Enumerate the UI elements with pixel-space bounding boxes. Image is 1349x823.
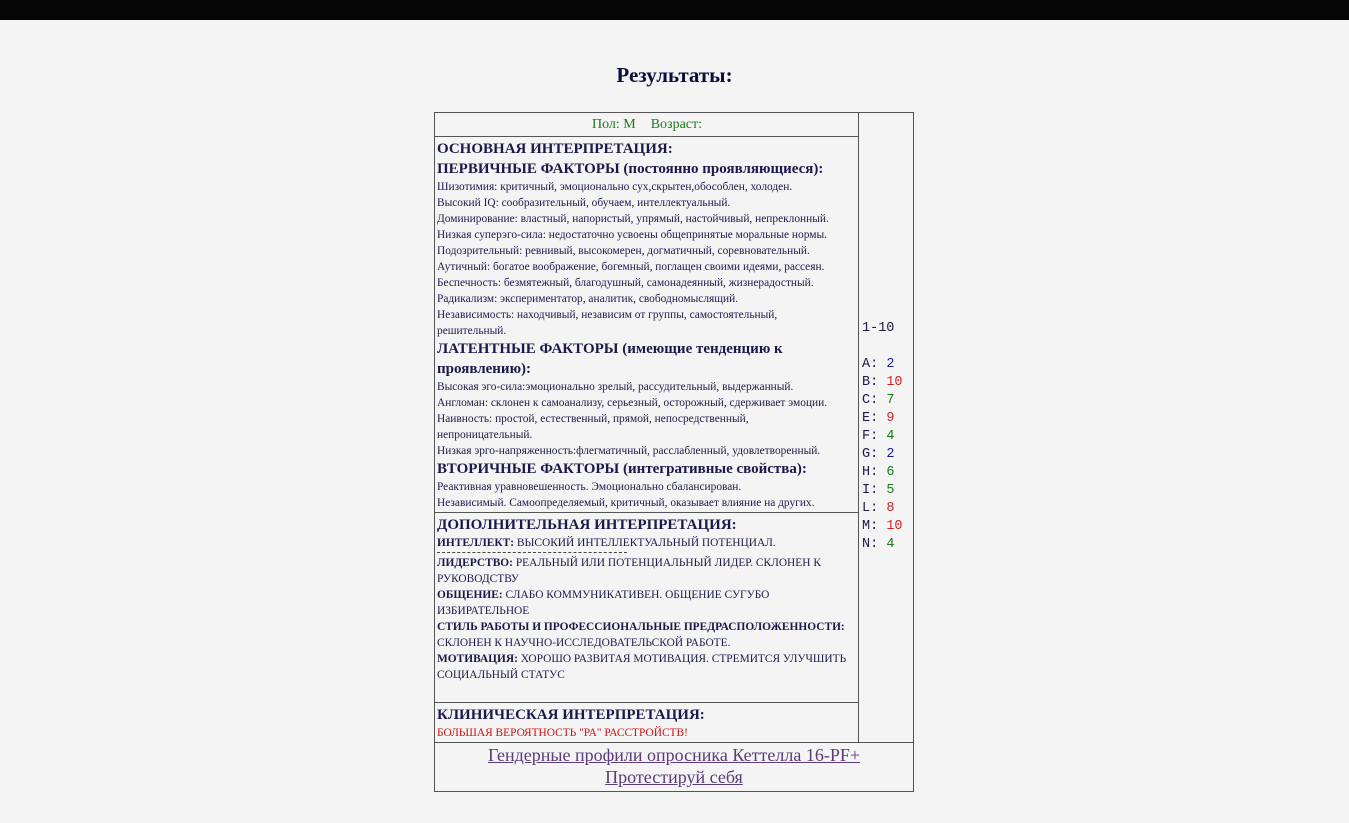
motivation-value: ХОРОШО РАЗВИТАЯ МОТИВАЦИЯ. СТРЕМИТСЯ УЛУЧШИТЬ СОЦИАЛЬНЫЙ СТАТУС: [437, 653, 847, 681]
scores-column: [861, 113, 913, 743]
score-key: L:: [862, 501, 879, 516]
primary-factor-line: Низкая суперэго-сила: недостаточно усвоены общепринятые моральные нормы.: [437, 229, 827, 241]
score-row: [862, 464, 903, 482]
score-key: F:: [862, 429, 879, 444]
primary-factor-line: Шизотимия: критичный, эмоционально сух,скрытен,обособлен, холоден.: [437, 181, 793, 193]
main-heading: ОСНОВНАЯ ИНТЕРПРЕТАЦИЯ:: [437, 141, 673, 157]
score-value: 8: [886, 501, 895, 516]
primary-factor-line: Независимость: находчивый, независим от группы, самостоятельный,: [437, 309, 778, 321]
clinical-interpretation: [437, 705, 857, 741]
latent-factor-line: Наивность: простой, естественный, прямой, непосредственный,: [437, 413, 749, 425]
row-divider: [435, 702, 859, 703]
latent-factor-line: непроницательный.: [437, 429, 533, 441]
row-divider: [435, 512, 859, 513]
communication-value: СЛАБО КОММУНИКАТИВЕН. ОБЩЕНИЕ СУГУБО ИЗБИРАТЕЛЬНОЕ: [437, 589, 770, 617]
score-key: H:: [862, 465, 879, 480]
leadership-line: [437, 555, 857, 587]
gender-profiles-link[interactable]: Гендерные профили опросника Кеттелла 16-PF+: [487, 745, 860, 765]
primary-factor-line: Доминирование: властный, напористый, упрямый, настойчивый, непреклонный.: [437, 213, 829, 225]
score-row: [862, 500, 903, 518]
communication-label: ОБЩЕНИЕ:: [437, 589, 503, 601]
latent-factors-list: [437, 379, 857, 459]
primary-factor-line: Высокий IQ: сообразительный, обучаем, интеллектуальный.: [437, 197, 731, 209]
primary-factors-heading: ПЕРВИЧНЫЕ ФАКТОРЫ (постоянно проявляющиеся):: [437, 161, 824, 177]
score-value: 6: [886, 465, 895, 480]
motivation-line: [437, 651, 857, 683]
secondary-factor-line: Реактивная уравновешенность. Эмоционально сбалансирован.: [437, 481, 742, 493]
primary-factor-line: Аутичный: богатое воображение, богемный, поглащен своими идеями, рассеян.: [437, 261, 825, 273]
work-style-value: СКЛОНЕН К НАУЧНО-ИССЛЕДОВАТЕЛЬСКОЙ РАБОТЕ.: [437, 637, 731, 649]
score-key: C:: [862, 393, 879, 408]
score-row: [862, 356, 903, 374]
score-row: [862, 392, 903, 410]
score-row: [862, 518, 903, 536]
primary-factor-line: Беспечность: безмятежный, благодушный, самонадеянный, жизнерадостный.: [437, 277, 814, 289]
score-row: [862, 410, 903, 428]
clinical-text: БОЛЬШАЯ ВЕРОЯТНОСТЬ "РА" РАССТРОЙСТВ!: [437, 727, 688, 739]
score-key: G:: [862, 447, 879, 462]
primary-factor-line: Подозрительный: ревнивый, высокомерен, догматичный, соревновательный.: [437, 245, 810, 257]
scores-list: [862, 356, 903, 554]
score-row: [862, 428, 903, 446]
test-yourself-link[interactable]: Протестируй себя: [605, 767, 743, 787]
score-value: 9: [886, 411, 895, 426]
score-value: 4: [886, 537, 895, 552]
age-label: Возраст:: [650, 117, 703, 132]
score-value: 7: [886, 393, 895, 408]
secondary-factors-heading: ВТОРИЧНЫЕ ФАКТОРЫ (интегративные свойства):: [437, 461, 807, 477]
primary-factor-line: Радикализм: экспериментатор, аналитик, свободномыслящий.: [437, 293, 739, 305]
scores-range: 1-10: [862, 321, 895, 336]
primary-factors-list: [437, 179, 857, 339]
score-key: E:: [862, 411, 879, 426]
secondary-factor-line: Независимый. Самоопределяемый, критичный, оказывает влияние на других.: [437, 497, 815, 509]
primary-factor-line: решительный.: [437, 325, 507, 337]
score-key: B:: [862, 375, 879, 390]
latent-factor-line: Высокая эго-сила:эмоционально зрелый, рассудительный, выдержанный.: [437, 381, 794, 393]
main-interpretation: [437, 139, 857, 511]
work-style-label: СТИЛЬ РАБОТЫ И ПРОФЕССИОНАЛЬНЫЕ ПРЕДРАСПОЛОЖЕННОСТИ:: [437, 621, 845, 633]
row-divider: [435, 742, 913, 743]
score-key: A:: [862, 357, 879, 372]
communication-line: [437, 587, 857, 619]
score-row: [862, 482, 903, 500]
additional-interpretation: [437, 515, 857, 683]
additional-heading: ДОПОЛНИТЕЛЬНАЯ ИНТЕРПРЕТАЦИЯ:: [437, 517, 737, 533]
work-style-line: [437, 619, 857, 651]
latent-factor-line: Англоман: склонен к самоанализу, серьезный, осторожный, сдерживает эмоции.: [437, 397, 828, 409]
column-divider: [858, 113, 859, 743]
clinical-heading: КЛИНИЧЕСКАЯ ИНТЕРПРЕТАЦИЯ:: [437, 707, 705, 723]
latent-factor-line: Низкая эрго-напряженность:флегматичный, расслабленный, удовлетворенный.: [437, 445, 821, 457]
intellect-label: ИНТЕЛЛЕКТ:: [437, 537, 514, 549]
latent-factors-heading: ЛАТЕНТНЫЕ ФАКТОРЫ (имеющие тенденцию к: [437, 341, 783, 357]
leadership-value: РЕАЛЬНЫЙ ИЛИ ПОТЕНЦИАЛЬНЫЙ ЛИДЕР. СКЛОНЕН К РУКОВОДСТВУ: [437, 557, 821, 585]
latent-factors-heading-cont: проявлению):: [437, 361, 532, 377]
dashed-underline: [437, 552, 627, 554]
sex-label: Пол:: [591, 117, 620, 132]
score-value: 4: [886, 429, 895, 444]
score-row: [862, 374, 903, 392]
score-value: 10: [886, 519, 903, 534]
motivation-label: МОТИВАЦИЯ:: [437, 653, 518, 665]
page-title: Результаты:: [616, 63, 733, 87]
score-value: 2: [886, 357, 895, 372]
score-value: 5: [886, 483, 895, 498]
footer-links: [435, 744, 913, 788]
score-key: I:: [862, 483, 879, 498]
score-value: 10: [886, 375, 903, 390]
score-value: 2: [886, 447, 895, 462]
intellect-line: [437, 535, 857, 551]
score-key: M:: [862, 519, 879, 534]
score-key: N:: [862, 537, 879, 552]
demographics-row: [435, 113, 859, 137]
results-table: [434, 112, 914, 792]
score-row: [862, 446, 903, 464]
intellect-value: ВЫСОКИЙ ИНТЕЛЛЕКТУАЛЬНЫЙ ПОТЕНЦИАЛ.: [516, 537, 776, 549]
leadership-label: ЛИДЕРСТВО:: [437, 557, 513, 569]
top-bar: [0, 0, 1349, 20]
secondary-factors-list: [437, 479, 857, 511]
sex-value: М: [623, 117, 636, 132]
score-row: [862, 536, 903, 554]
